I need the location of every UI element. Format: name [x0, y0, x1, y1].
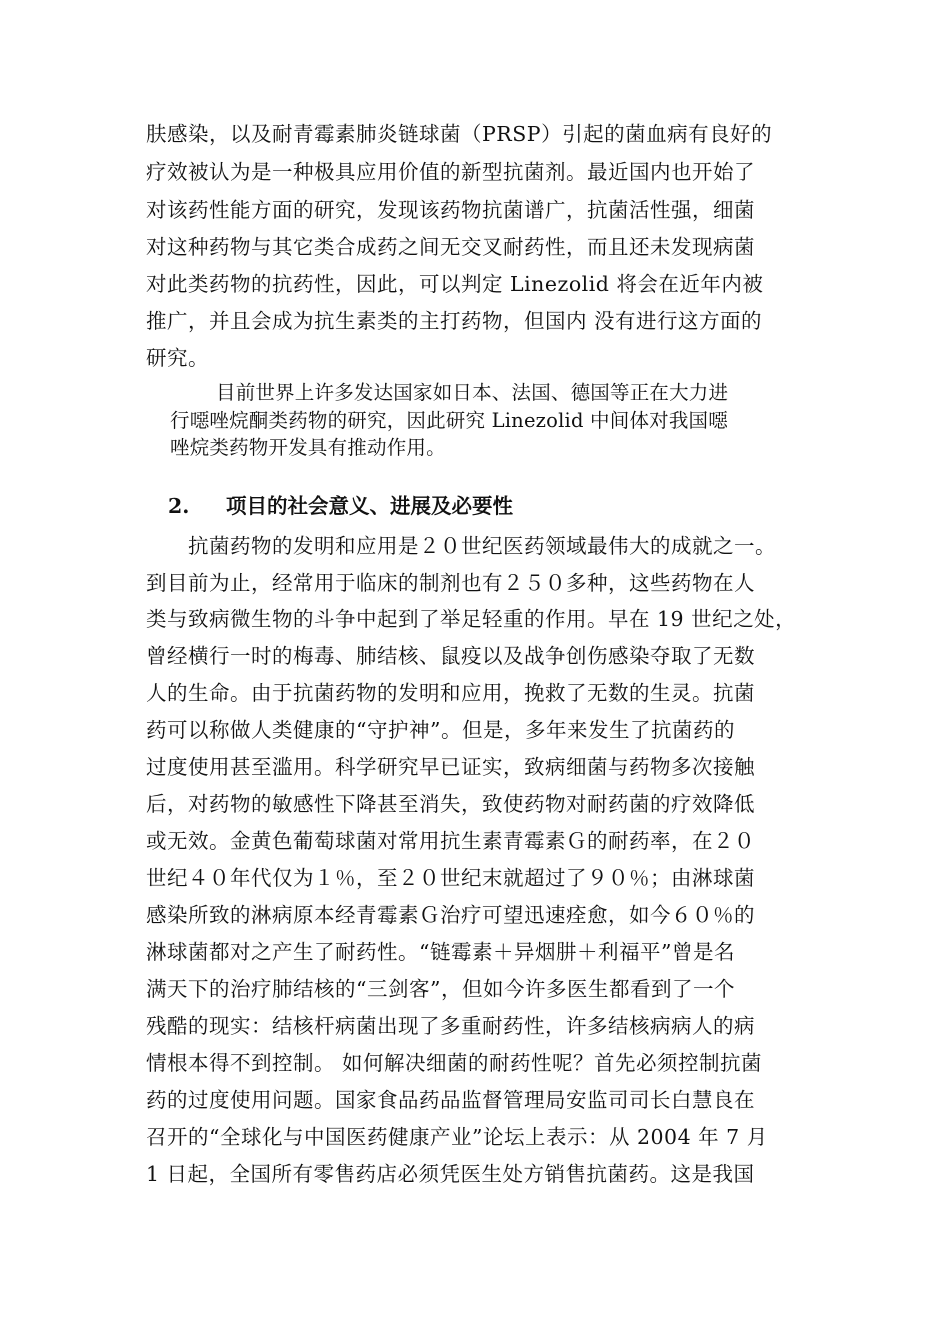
body-text-line: 残酷的现实：结核杆病菌出现了多重耐药性，许多结核病病人的病	[146, 1014, 755, 1038]
body-text-line: 对该药性能方面的研究，发现该药物抗菌谱广，抗菌活性强，细菌	[146, 198, 755, 222]
body-text-line: 到目前为止，经常用于临床的制剂也有２５０多种，这些药物在人	[146, 571, 755, 595]
body-text-line: 过度使用甚至滥用。科学研究早已证实，致病细菌与药物多次接触	[146, 755, 755, 779]
body-text-line: 情根本得不到控制。 如何解决细菌的耐药性呢？首先必须控制抗菌	[146, 1051, 763, 1075]
body-text-line: 疗效被认为是一种极具应用价值的新型抗菌剂。最近国内也开始了	[146, 160, 755, 184]
body-text-line: 人的生命。由于抗菌药物的发明和应用，挽救了无数的生灵。抗菌	[146, 681, 755, 705]
body-text-line: 世纪４０年代仅为１％，至２０世纪末就超过了９０％；由淋球菌	[146, 866, 755, 890]
body-text-line: 对此类药物的抗药性，因此，可以判定 Linezolid 将会在近年内被	[146, 272, 764, 296]
body-text-line: 行噁唑烷酮类药物的研究，因此研究 Linezolid 中间体对我国噁	[170, 409, 728, 432]
body-text-line: 后，对药物的敏感性下降甚至消失，致使药物对耐药菌的疗效降低	[146, 792, 755, 816]
body-text-line: 目前世界上许多发达国家如日本、法国、德国等正在大力进	[216, 381, 729, 404]
body-text-line: 满天下的治疗肺结核的“三剑客”，但如今许多医生都看到了一个	[146, 977, 735, 1001]
body-text-line: 药可以称做人类健康的“守护神”。但是，多年来发生了抗菌药的	[146, 718, 735, 742]
body-text-line: 肤感染，以及耐青霉素肺炎链球菌（PRSP）引起的菌血病有良好的	[146, 122, 773, 146]
body-text-line: 淋球菌都对之产生了耐药性。“链霉素＋异烟肼＋利福平”曾是名	[146, 940, 735, 964]
section-number: 2.	[168, 494, 190, 518]
body-text-line: 1 日起，全国所有零售药店必须凭医生处方销售抗菌药。这是我国	[146, 1162, 755, 1186]
section-heading	[168, 494, 513, 518]
body-text-line: 感染所致的淋病原本经青霉素Ｇ治疗可望迅速痊愈，如今６０％的	[146, 903, 755, 927]
body-text-line: 召开的“全球化与中国医药健康产业”论坛上表示：从 2004 年 7 月	[146, 1125, 768, 1149]
body-text-line: 或无效。金黄色葡萄球菌对常用抗生素青霉素Ｇ的耐药率，在２０	[146, 829, 755, 853]
body-text-line: 唑烷类药物开发具有推动作用。	[170, 436, 446, 459]
body-text-line: 对这种药物与其它类合成药之间无交叉耐药性，而且还未发现病菌	[146, 235, 755, 259]
body-text-line: 研究。	[146, 346, 209, 370]
section-title: 项目的社会意义、进展及必要性	[226, 494, 513, 518]
body-text-line: 推广，并且会成为抗生素类的主打药物，但国内 没有进行这方面的	[146, 309, 763, 333]
body-text-line: 曾经横行一时的梅毒、肺结核、鼠疫以及战争创伤感染夺取了无数	[146, 644, 755, 668]
body-text-line: 药的过度使用问题。国家食品药品监督管理局安监司司长白慧良在	[146, 1088, 755, 1112]
body-text-line: 抗菌药物的发明和应用是２０世纪医药领域最伟大的成就之一。	[188, 534, 776, 558]
body-text-line: 类与致病微生物的斗争中起到了举足轻重的作用。早在 19 世纪之处，	[146, 607, 797, 631]
